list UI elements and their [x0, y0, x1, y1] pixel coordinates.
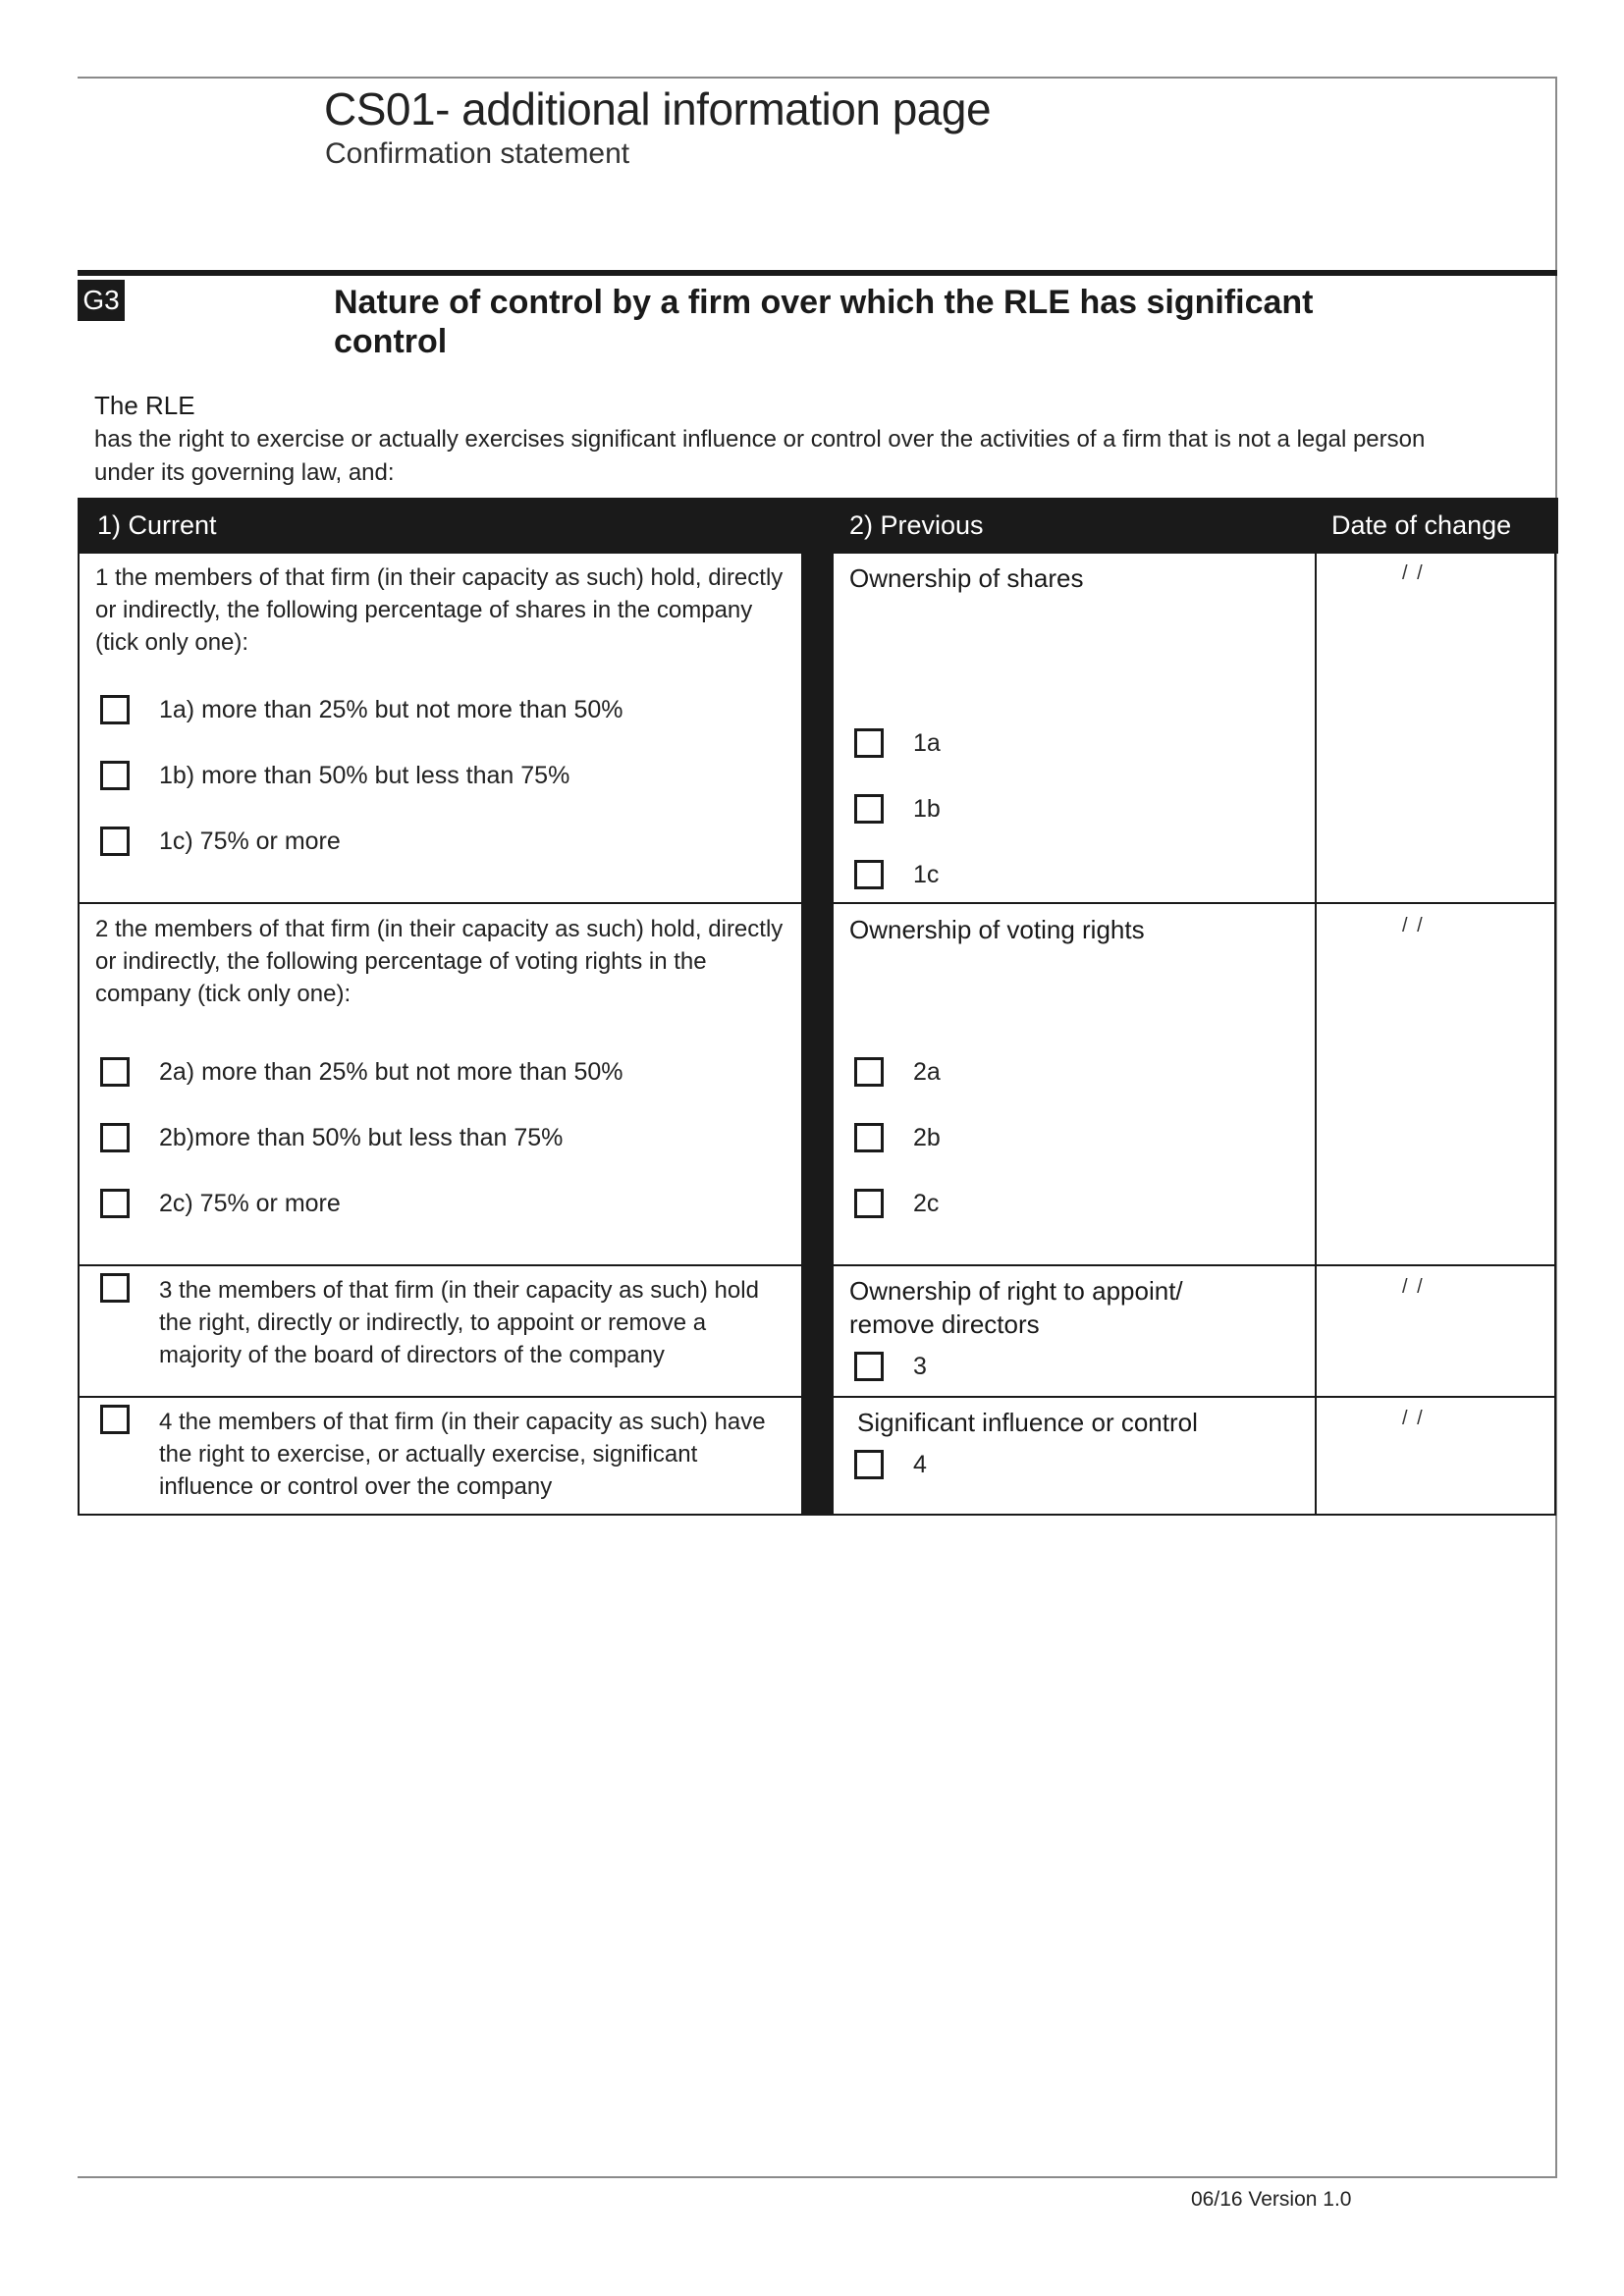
row-1-previous-heading: Ownership of shares — [849, 563, 1084, 593]
previous-checkbox-4[interactable] — [854, 1450, 884, 1479]
row-divider — [80, 1396, 1556, 1398]
option-2c-label: 2c) 75% or more — [159, 1189, 341, 1217]
previous-option-1b-label: 1b — [913, 794, 941, 823]
option-2a[interactable] — [100, 1057, 623, 1087]
row-3-current-text: 3 the members of that firm (in their capacity as such) hold the right, directly or indirectly, to appoint or remove a majority of the board of directors of the company — [159, 1277, 759, 1368]
previous-option-2c-label: 2c — [913, 1189, 940, 1217]
column-separator — [801, 554, 834, 1516]
option-1c[interactable] — [100, 827, 341, 856]
option-1b-label: 1b) more than 50% but less than 75% — [159, 761, 570, 789]
row-4-current-text: 4 the members of that firm (in their capacity as such) have the right to exercise, or actually exercise, significant influence or control over the company — [159, 1409, 766, 1500]
previous-option-2b[interactable] — [854, 1123, 941, 1152]
row-2-previous-heading: Ownership of voting rights — [849, 915, 1145, 944]
previous-checkbox-2b[interactable] — [854, 1123, 884, 1152]
previous-option-3[interactable] — [854, 1352, 927, 1381]
checkbox-2c[interactable] — [100, 1189, 130, 1218]
option-1a-label: 1a) more than 25% but not more than 50% — [159, 695, 623, 723]
page-frame-bottom — [78, 2176, 1557, 2178]
section-badge: G3 — [78, 280, 125, 321]
checkbox-1c[interactable] — [100, 827, 130, 856]
previous-checkbox-1a[interactable] — [854, 728, 884, 758]
row-divider — [80, 1264, 1556, 1266]
previous-checkbox-2c[interactable] — [854, 1189, 884, 1218]
table-header — [80, 498, 1558, 554]
header-previous: 2) Previous — [849, 510, 984, 540]
header-date-of-change: Date of change — [1331, 510, 1512, 540]
previous-option-1c-label: 1c — [913, 860, 940, 888]
previous-checkbox-2a[interactable] — [854, 1057, 884, 1087]
document-subtitle: Confirmation statement — [325, 137, 630, 170]
checkbox-4[interactable] — [100, 1405, 130, 1434]
row-1-current-text: 1 the members of that firm (in their capacity as such) hold, directly or indirectly, the following percentage of shares in the company (tick only one): — [95, 564, 784, 656]
option-2b-label: 2b)more than 50% but less than 75% — [159, 1123, 564, 1151]
row-divider — [80, 902, 1556, 904]
previous-checkbox-3[interactable] — [854, 1352, 884, 1381]
row-2-current-text: 2 the members of that firm (in their capacity as such) hold, directly or indirectly, the following percentage of voting rights in the company (tick only one): — [95, 916, 784, 1007]
rle-description: has the right to exercise or actually exercises significant influence or control over the activities of a firm that is not a legal person under its governing law, and: — [94, 426, 1426, 486]
previous-option-2c[interactable] — [854, 1189, 939, 1218]
rle-heading: The RLE — [94, 391, 195, 420]
option-4[interactable] — [100, 1405, 130, 1434]
previous-option-1b[interactable] — [854, 794, 941, 824]
checkbox-1a[interactable] — [100, 695, 130, 724]
previous-option-3-label: 3 — [913, 1352, 927, 1380]
previous-checkbox-1b[interactable] — [854, 794, 884, 824]
header-current: 1) Current — [97, 510, 217, 540]
row-1-date-of-change[interactable]: / / — [1402, 562, 1425, 584]
option-2c[interactable] — [100, 1189, 341, 1218]
nature-of-control-table — [78, 498, 1556, 1516]
section-title: Nature of control by a firm over which the RLE has significant control — [334, 284, 1314, 360]
option-1b[interactable] — [100, 761, 569, 790]
previous-option-1a[interactable] — [854, 728, 941, 758]
row-3-date-of-change[interactable]: / / — [1402, 1276, 1425, 1298]
previous-checkbox-1c[interactable] — [854, 860, 884, 889]
row-2-date-of-change[interactable]: / / — [1402, 915, 1425, 936]
previous-option-1c[interactable] — [854, 860, 939, 889]
option-2b[interactable] — [100, 1123, 563, 1152]
section-rule — [78, 270, 1557, 276]
option-1c-label: 1c) 75% or more — [159, 827, 341, 855]
previous-option-2a-label: 2a — [913, 1057, 941, 1086]
row-4-date-of-change[interactable]: / / — [1402, 1408, 1425, 1429]
previous-option-2a[interactable] — [854, 1057, 941, 1087]
document-title: CS01- additional information page — [324, 83, 992, 134]
checkbox-2a[interactable] — [100, 1057, 130, 1087]
date-column-divider — [1315, 554, 1317, 1516]
row-3-previous-heading: Ownership of right to appoint/ remove directors — [849, 1276, 1183, 1339]
checkbox-3[interactable] — [100, 1273, 130, 1303]
page-frame-top — [78, 77, 1557, 79]
previous-option-2b-label: 2b — [913, 1123, 941, 1151]
previous-option-1a-label: 1a — [913, 728, 941, 757]
row-4-previous-heading: Significant influence or control — [857, 1408, 1198, 1437]
option-1a[interactable] — [100, 695, 623, 724]
previous-option-4-label: 4 — [913, 1450, 927, 1478]
checkbox-1b[interactable] — [100, 761, 130, 790]
option-3[interactable] — [100, 1273, 130, 1303]
checkbox-2b[interactable] — [100, 1123, 130, 1152]
option-2a-label: 2a) more than 25% but not more than 50% — [159, 1057, 623, 1086]
previous-option-4[interactable] — [854, 1450, 927, 1479]
version-label: 06/16 Version 1.0 — [1191, 2188, 1352, 2211]
